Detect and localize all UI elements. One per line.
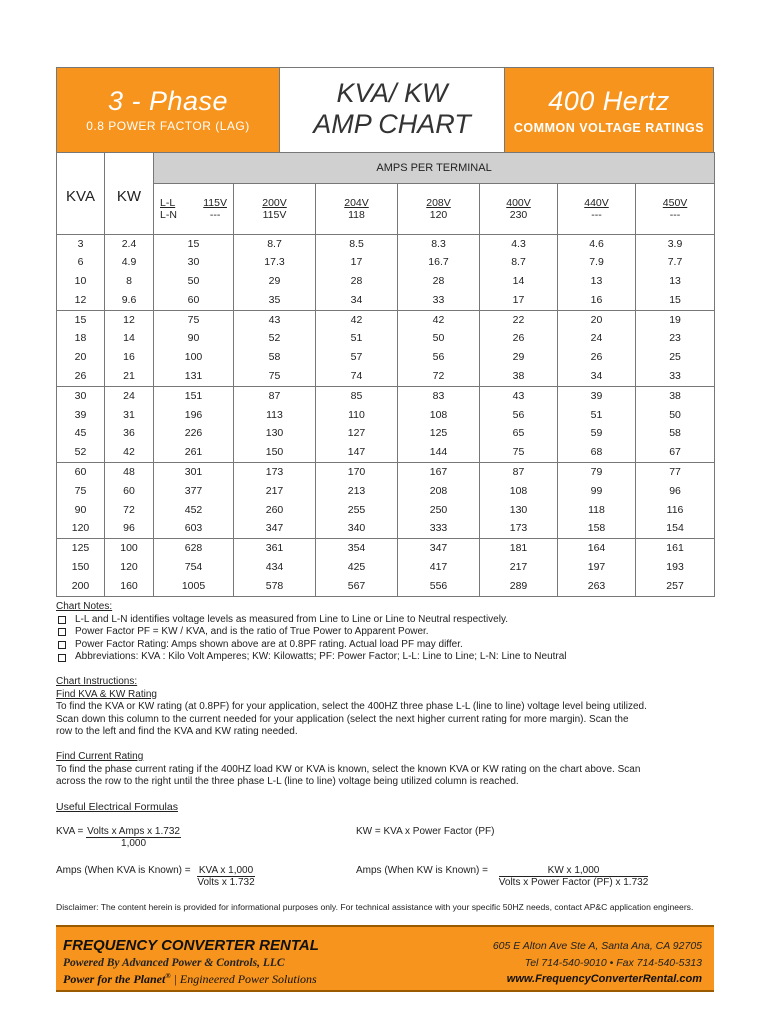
ll-voltage: 115V [203, 196, 227, 209]
table-cell: 52 [57, 443, 105, 462]
table-cell: 77 [636, 463, 715, 482]
ln-voltage: 115V [262, 208, 287, 221]
table-row [57, 386, 715, 405]
table-cell: 33 [636, 367, 715, 386]
table-cell: 75 [57, 482, 105, 501]
paragraph-line: Scan down this column to the current needed for your application (select the next higher current rating for more margin). Scan the [56, 713, 629, 725]
table-cell: 3.9 [636, 234, 715, 253]
table-cell: 31 [105, 406, 154, 425]
voltage-column-header [480, 184, 558, 235]
table-cell: 28 [316, 272, 398, 291]
table-cell: 7.9 [558, 253, 636, 272]
table-cell: 347 [234, 519, 316, 538]
chart-title-line-2: AMP CHART [313, 109, 471, 139]
table-cell: 75 [154, 310, 234, 329]
table-cell: 196 [154, 406, 234, 425]
table-cell: 85 [316, 386, 398, 405]
table-cell: 50 [398, 329, 480, 348]
table-cell: 51 [316, 329, 398, 348]
company-phone: Tel 714-540-9010 • Fax 714-540-5313 [524, 957, 702, 969]
checkbox-bullet-icon [58, 628, 66, 636]
table-cell: 34 [316, 291, 398, 310]
table-cell: 38 [636, 386, 715, 405]
checkbox-bullet-icon [58, 641, 66, 649]
table-cell: 83 [398, 386, 480, 405]
table-cell: 26 [480, 329, 558, 348]
table-cell: 9.6 [105, 291, 154, 310]
ln-label: L-N [160, 208, 177, 221]
ll-voltage: 440V [584, 196, 609, 209]
table-cell: 434 [234, 558, 316, 577]
table-cell: 160 [105, 577, 154, 596]
table-cell: 10 [57, 272, 105, 291]
ll-voltage: 204V [344, 196, 369, 209]
amp-table-body [57, 234, 715, 596]
table-cell: 15 [154, 234, 234, 253]
table-cell: 301 [154, 463, 234, 482]
table-cell: 43 [480, 386, 558, 405]
paragraph-line: To find the phase current rating if the 400HZ load KW or KVA is known, select the known KVA or KW rating on the chart above. Scan [56, 763, 641, 775]
table-cell: 20 [558, 310, 636, 329]
table-cell: 20 [57, 348, 105, 367]
kva-formula [56, 826, 181, 849]
table-cell: 2.4 [105, 234, 154, 253]
table-cell: 25 [636, 348, 715, 367]
table-cell: 26 [558, 348, 636, 367]
table-cell: 39 [558, 386, 636, 405]
table-cell: 333 [398, 519, 480, 538]
table-cell: 130 [480, 501, 558, 520]
table-cell: 42 [398, 310, 480, 329]
ln-voltage: 120 [429, 208, 448, 221]
table-cell: 34 [558, 367, 636, 386]
chart-notes [56, 601, 716, 813]
kva-column-header: KVA [57, 184, 105, 235]
voltage-ratings-subtitle: COMMON VOLTAGE RATINGS [513, 121, 705, 135]
table-row [57, 272, 715, 291]
amps-kw-formula [356, 865, 648, 888]
amps-kw-fraction [499, 865, 649, 888]
table-cell: 213 [316, 482, 398, 501]
kva-formula-lhs: KVA = [56, 826, 84, 837]
table-cell: 161 [636, 539, 715, 558]
disclaimer: Disclaimer: The content herein is provided for informational purposes only. For technical assistance with your specific 50HZ needs, contact AP&C application engineers. [56, 902, 694, 912]
ll-voltage: 200V [262, 196, 287, 209]
table-cell: 45 [57, 424, 105, 443]
formulas-title: Useful Electrical Formulas [56, 800, 178, 813]
table-cell: 51 [558, 406, 636, 425]
table-cell: 147 [316, 443, 398, 462]
table-cell: 17 [480, 291, 558, 310]
table-cell: 29 [480, 348, 558, 367]
table-cell: 99 [558, 482, 636, 501]
table-row [57, 482, 715, 501]
ln-voltage: --- [591, 208, 602, 221]
table-cell: 289 [480, 577, 558, 596]
table-row [57, 443, 715, 462]
table-cell: 425 [316, 558, 398, 577]
ln-voltage: 230 [509, 208, 528, 221]
table-cell: 79 [558, 463, 636, 482]
checkbox-bullet-icon [58, 616, 66, 624]
table-cell: 19 [636, 310, 715, 329]
chart-header [56, 67, 714, 153]
table-cell: 208 [398, 482, 480, 501]
paragraph-line: across the row to the right until the three phase L-L (line to line) voltage being utilized column is reached. [56, 776, 519, 788]
paragraph-line: row to the left and find the KVA and KW rating needed. [56, 726, 298, 738]
kva-formula-numerator: Volts x Amps x 1.732 [87, 826, 180, 837]
table-cell: 15 [636, 291, 715, 310]
table-row [57, 406, 715, 425]
table-cell: 628 [154, 539, 234, 558]
table-row [57, 310, 715, 329]
table-cell: 108 [398, 406, 480, 425]
notes-bullet-list [56, 614, 716, 664]
table-cell: 354 [316, 539, 398, 558]
table-cell: 167 [398, 463, 480, 482]
table-cell: 56 [480, 406, 558, 425]
ll-voltage: 450V [662, 196, 688, 209]
frequency-panel [505, 68, 713, 152]
table-cell: 257 [636, 577, 715, 596]
table-cell: 1005 [154, 577, 234, 596]
table-cell: 8.5 [316, 234, 398, 253]
table-cell: 8.3 [398, 234, 480, 253]
table-row [57, 463, 715, 482]
find-kva-title: Find KVA & KW Rating [56, 688, 157, 700]
table-cell: 15 [57, 310, 105, 329]
table-cell: 42 [105, 443, 154, 462]
table-cell: 90 [154, 329, 234, 348]
table-cell: 60 [154, 291, 234, 310]
find-current-text [56, 764, 716, 789]
phase-title: 3 - Phase [107, 86, 229, 116]
amps-kw-numerator: KW x 1,000 [499, 865, 649, 877]
table-cell: 150 [57, 558, 105, 577]
table-cell: 13 [558, 272, 636, 291]
table-cell: 50 [636, 406, 715, 425]
table-cell: 22 [480, 310, 558, 329]
table-cell: 39 [57, 406, 105, 425]
table-row [57, 519, 715, 538]
table-row [57, 577, 715, 596]
title-panel [280, 68, 505, 152]
table-cell: 16 [105, 348, 154, 367]
table-cell: 35 [234, 291, 316, 310]
amps-kva-formula [56, 865, 255, 888]
table-cell: 4.9 [105, 253, 154, 272]
table-cell: 200 [57, 577, 105, 596]
table-cell: 125 [398, 424, 480, 443]
table-cell: 170 [316, 463, 398, 482]
table-cell: 250 [398, 501, 480, 520]
kw-column-header: KW [105, 184, 154, 235]
table-cell: 75 [480, 443, 558, 462]
table-cell: 58 [636, 424, 715, 443]
ll-voltage: 208V [426, 196, 451, 209]
find-kva-text [56, 701, 716, 739]
table-cell: 38 [480, 367, 558, 386]
list-item: Power Factor Rating: Amps shown above are at 0.8PF rating. Actual load PF may differ. [56, 639, 716, 652]
table-cell: 217 [480, 558, 558, 577]
table-cell: 96 [105, 519, 154, 538]
voltage-column-header [234, 184, 316, 235]
table-cell: 8 [105, 272, 154, 291]
powered-by: Powered By Advanced Power & Controls, LLC [63, 957, 285, 969]
table-cell: 100 [105, 539, 154, 558]
table-cell: 173 [234, 463, 316, 482]
table-cell: 67 [636, 443, 715, 462]
table-cell: 377 [154, 482, 234, 501]
table-cell: 7.7 [636, 253, 715, 272]
ln-voltage: 118 [348, 208, 365, 221]
instructions-title: Chart Instructions: [56, 675, 138, 687]
table-row [57, 234, 715, 253]
table-cell: 173 [480, 519, 558, 538]
table-cell: 16.7 [398, 253, 480, 272]
table-cell: 17.3 [234, 253, 316, 272]
table-cell: 150 [234, 443, 316, 462]
table-cell: 113 [234, 406, 316, 425]
table-cell: 14 [105, 329, 154, 348]
amps-kw-denominator: Volts x Power Factor (PF) x 1.732 [498, 877, 649, 888]
table-cell: 30 [154, 253, 234, 272]
table-row [57, 501, 715, 520]
table-cell: 56 [398, 348, 480, 367]
table-cell: 125 [57, 539, 105, 558]
ln-voltage: --- [669, 208, 681, 221]
table-cell: 60 [57, 463, 105, 482]
table-cell: 226 [154, 424, 234, 443]
ln-voltage: --- [209, 208, 221, 221]
table-cell: 72 [398, 367, 480, 386]
table-cell: 8.7 [480, 253, 558, 272]
list-item: Abbreviations: KVA : Kilo Volt Amperes; KW: Kilowatts; PF: Power Factor; L-L: Line to Line; L-N: Line to Neutral [56, 651, 716, 664]
table-cell: 255 [316, 501, 398, 520]
phase-panel [57, 68, 280, 152]
table-cell: 75 [234, 367, 316, 386]
table-cell: 33 [398, 291, 480, 310]
table-cell: 16 [558, 291, 636, 310]
table-cell: 151 [154, 386, 234, 405]
table-cell: 193 [636, 558, 715, 577]
table-cell: 21 [105, 367, 154, 386]
company-website[interactable]: www.FrequencyConverterRental.com [506, 973, 702, 985]
table-cell: 260 [234, 501, 316, 520]
company-address: 605 E Alton Ave Ste A, Santa Ana, CA 92705 [492, 940, 702, 952]
table-cell: 18 [57, 329, 105, 348]
table-cell: 164 [558, 539, 636, 558]
table-cell: 29 [234, 272, 316, 291]
table-cell: 263 [558, 577, 636, 596]
table-cell: 110 [316, 406, 398, 425]
table-cell: 48 [105, 463, 154, 482]
table-cell: 556 [398, 577, 480, 596]
amps-kva-lhs: Amps (When KVA is Known) = [56, 865, 191, 876]
table-cell: 116 [636, 501, 715, 520]
table-cell: 603 [154, 519, 234, 538]
table-row [57, 424, 715, 443]
table-cell: 100 [154, 348, 234, 367]
table-cell: 452 [154, 501, 234, 520]
table-cell: 52 [234, 329, 316, 348]
table-row [57, 558, 715, 577]
table-cell: 60 [105, 482, 154, 501]
amps-kva-denominator: Volts x 1.732 [197, 877, 255, 888]
voltage-column-header [398, 184, 480, 235]
ll-voltage: 400V [506, 196, 531, 209]
table-cell: 217 [234, 482, 316, 501]
table-cell: 87 [234, 386, 316, 405]
table-cell: 87 [480, 463, 558, 482]
table-cell: 118 [558, 501, 636, 520]
table-cell: 340 [316, 519, 398, 538]
table-cell: 417 [398, 558, 480, 577]
table-row [57, 367, 715, 386]
table-row [57, 253, 715, 272]
table-cell: 14 [480, 272, 558, 291]
table-cell: 567 [316, 577, 398, 596]
table-cell: 130 [234, 424, 316, 443]
table-cell: 12 [57, 291, 105, 310]
tagline: Power for the Planet® | Engineered Power Solutions [63, 972, 317, 986]
table-cell: 30 [57, 386, 105, 405]
frequency-title: 400 Hertz [548, 86, 670, 116]
table-cell: 3 [57, 234, 105, 253]
table-cell: 261 [154, 443, 234, 462]
table-cell: 120 [105, 558, 154, 577]
table-cell: 754 [154, 558, 234, 577]
chart-notes-title: Chart Notes: [56, 601, 113, 612]
table-cell: 197 [558, 558, 636, 577]
kva-formula-denominator: 1,000 [121, 838, 147, 849]
table-cell: 72 [105, 501, 154, 520]
table-cell: 154 [636, 519, 715, 538]
table-cell: 96 [636, 482, 715, 501]
table-cell: 59 [558, 424, 636, 443]
table-cell: 108 [480, 482, 558, 501]
chart-title-line-1: KVA/ KW [336, 78, 448, 108]
table-cell: 24 [558, 329, 636, 348]
company-name: FREQUENCY CONVERTER RENTAL [63, 937, 319, 954]
voltage-column-header [316, 184, 398, 235]
table-cell: 13 [636, 272, 715, 291]
table-cell: 12 [105, 310, 154, 329]
table-cell: 361 [234, 539, 316, 558]
table-row [57, 329, 715, 348]
table-cell: 144 [398, 443, 480, 462]
power-factor-subtitle: 0.8 POWER FACTOR (LAG) [86, 119, 250, 133]
table-cell: 6 [57, 253, 105, 272]
list-item: Power Factor PF = KW / KVA, and is the ratio of True Power to Apparent Power. [56, 626, 716, 639]
table-cell: 65 [480, 424, 558, 443]
table-cell: 36 [105, 424, 154, 443]
company-footer [56, 925, 714, 992]
table-cell: 57 [316, 348, 398, 367]
table-row [57, 348, 715, 367]
find-current-title: Find Current Rating [56, 750, 144, 762]
ll-label: L-L [160, 196, 176, 209]
paragraph-line: To find the KVA or KW rating (at 0.8PF) for your application, select the 400HZ three phase L-L (line to line) voltage level being utilized. [56, 701, 647, 713]
kva-formula-fraction [86, 826, 181, 849]
table-cell: 8.7 [234, 234, 316, 253]
table-cell: 26 [57, 367, 105, 386]
table-cell: 578 [234, 577, 316, 596]
amp-table [56, 152, 715, 597]
table-row [57, 539, 715, 558]
table-cell: 50 [154, 272, 234, 291]
voltage-column-header [558, 184, 636, 235]
checkbox-bullet-icon [58, 654, 66, 662]
table-cell: 28 [398, 272, 480, 291]
voltage-column-header [636, 184, 715, 235]
table-cell: 131 [154, 367, 234, 386]
table-cell: 23 [636, 329, 715, 348]
amps-kw-lhs: Amps (When KW is Known) = [356, 865, 488, 876]
table-cell: 58 [234, 348, 316, 367]
table-row [57, 291, 715, 310]
amps-per-terminal-header: AMPS PER TERMINAL [154, 153, 715, 184]
table-cell: 120 [57, 519, 105, 538]
table-cell: 42 [316, 310, 398, 329]
table-cell: 4.6 [558, 234, 636, 253]
table-cell: 90 [57, 501, 105, 520]
table-cell: 68 [558, 443, 636, 462]
table-cell: 158 [558, 519, 636, 538]
table-cell: 17 [316, 253, 398, 272]
kw-formula: KW = KVA x Power Factor (PF) [356, 826, 495, 837]
table-cell: 127 [316, 424, 398, 443]
amps-kva-fraction [197, 865, 254, 888]
table-cell: 43 [234, 310, 316, 329]
table-cell: 24 [105, 386, 154, 405]
table-cell: 347 [398, 539, 480, 558]
voltage-column-header [154, 184, 234, 235]
table-cell: 4.3 [480, 234, 558, 253]
table-cell: 181 [480, 539, 558, 558]
table-cell: 74 [316, 367, 398, 386]
list-item: L-L and L-N identifies voltage levels as measured from Line to Line or Line to Neutral respectively. [56, 614, 716, 627]
amps-kva-numerator: KVA x 1,000 [198, 865, 254, 876]
